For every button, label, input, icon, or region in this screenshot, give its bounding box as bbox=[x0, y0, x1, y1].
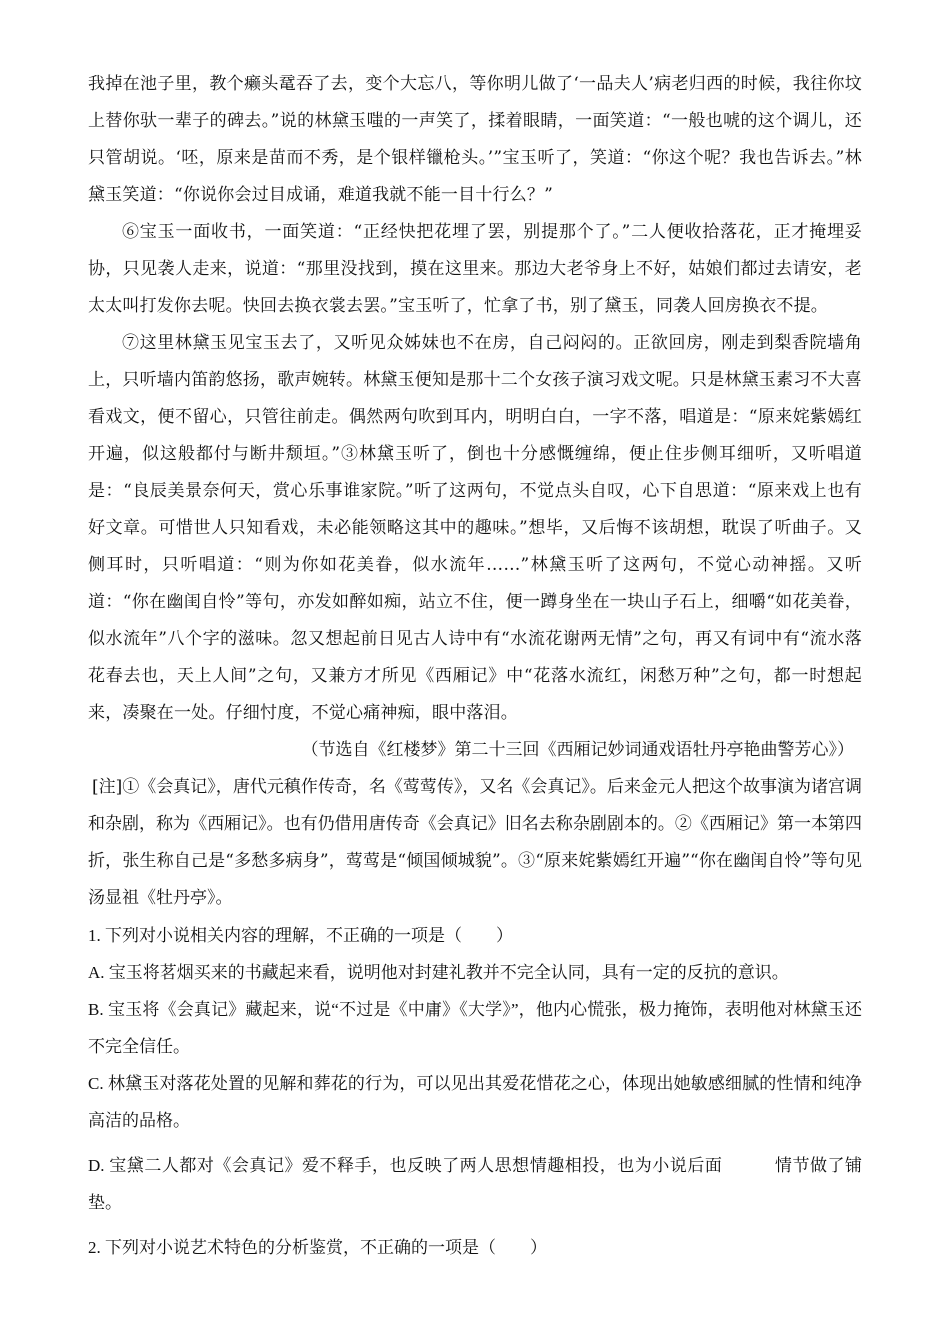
document-page bbox=[88, 66, 862, 1266]
question-1-option-a: A. 宝玉将茗烟买来的书藏起来看，说明他对封建礼教并不完全认同，具有一定的反抗的意识。 bbox=[88, 963, 789, 982]
question-1-option-b: B. 宝玉将《会真记》藏起来，说“不过是《中庸》《大学》”，他内心慌张，极力掩饰，表明他对林黛玉还不完全信任。 bbox=[88, 1000, 862, 1056]
passage-paragraph-6: ⑥宝玉一面收书，一面笑道：“正经快把花埋了罢，别提那个了。”二人便收拾落花，正才掩埋妥协，只见袭人走来，说道：“那里没找到，摸在这里来。那边大老爷身上不好，姑娘们都过去请安，老太太叫打发你去呢。快回去换衣裳去罢。”宝玉听了，忙拿了书，别了黛玉，同袭人回房换衣不提。 bbox=[88, 222, 862, 316]
question-1-stem: 1. 下列对小说相关内容的理解，不正确的一项是（ ） bbox=[88, 926, 513, 945]
passage-source: （节选自《红楼梦》第二十三回《西厢记妙词通戏语牡丹亭艳曲警芳心》） bbox=[301, 740, 854, 760]
passage-note: [注]①《会真记》，唐代元稹作传奇，名《莺莺传》，又名《会真记》。后来金元人把这个故事演为诸宫调和杂剧，称为《西厢记》。也有仍借用唐传奇《会真记》旧名去称杂剧剧本的。②《西厢记》第一本第四折，张生称自己是“多愁多病身”，莺莺是“倾国倾城貌”。③“原来姹紫嫣红开遍”“你在幽闺自怜”等句见汤显祖《牡丹亭》。 bbox=[88, 777, 862, 908]
passage-paragraph-intro: 我掉在池子里，教个癞头鼋吞了去，变个大忘八，等你明儿做了‘一品夫人’病老归西的时候，我往你坟上替你驮一辈子的碑去。”说的林黛玉嗤的一声笑了，揉着眼睛，一面笑道：“一般也唬的这个调儿，还只管胡说。‘呸，原来是苗而不秀，是个银样镴枪头。’”宝玉听了，笑道：“你这个呢？我也告诉去。”林黛玉笑道：“你说你会过目成诵，难道我就不能一目十行么？” bbox=[88, 74, 862, 205]
question-1-option-d: D. 宝黛二人都对《会真记》爱不释手，也反映了两人思想情趣相投，也为小说后面 情节做了铺垫。 bbox=[88, 1156, 862, 1212]
question-1-option-c: C. 林黛玉对落花处置的见解和葬花的行为，可以见出其爱花惜花之心，体现出她敏感细腻的性情和纯净高洁的品格。 bbox=[88, 1074, 862, 1130]
question-2-stem: 2. 下列对小说艺术特色的分析鉴赏，不正确的一项是（ ） bbox=[88, 1238, 547, 1257]
passage-paragraph-7: ⑦这里林黛玉见宝玉去了，又听见众姊妹也不在房，自己闷闷的。正欲回房，刚走到梨香院墙角上，只听墙内笛韵悠扬，歌声婉转。林黛玉便知是那十二个女孩子演习戏文呢。只是林黛玉素习不大喜看戏文，便不留心，只管往前走。偶然两句吹到耳内，明明白白，一字不落，唱道是：“原来姹紫嫣红开遍，似这般都付与断井颓垣。”③林黛玉听了，倒也十分感慨缠绵，便止住步侧耳细听，又听唱道是：“良辰美景奈何天，赏心乐事谁家院。”听了这两句，不觉点头自叹，心下自思道：“原来戏上也有好文章。可惜世人只知看戏，未必能领略这其中的趣味。”想毕，又后悔不该胡想，耽误了听曲子。又侧耳时，只听唱道：“则为你如花美眷，似水流年……”林黛玉听了这两句，不觉心动神摇。又听道：“你在幽闺自怜”等句，亦发如醉如痴，站立不住，便一蹲身坐在一块山子石上，细嚼“如花美眷，似水流年”八个字的滋味。忽又想起前日见古人诗中有“水流花谢两无情”之句，再又有词中有“流水落花春去也，天上人间”之句，又兼方才所见《西厢记》中“花落水流红，闲愁万种”之句，都一时想起来，凑聚在一处。仔细忖度，不觉心痛神痴，眼中落泪。 bbox=[88, 333, 862, 723]
